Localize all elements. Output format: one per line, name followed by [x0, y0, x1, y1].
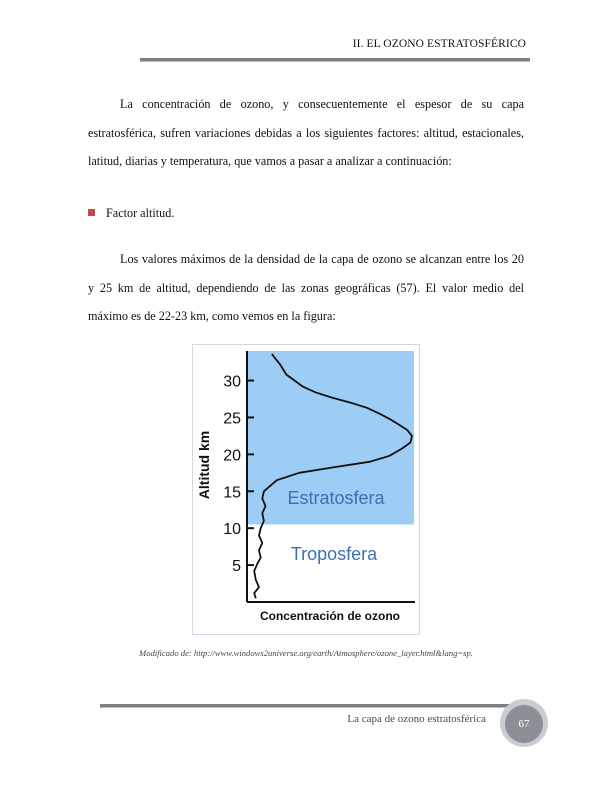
- footer-rule: [100, 704, 520, 708]
- paragraph-altitude-text: Los valores máximos de la densidad de la capa de ozono se alcanzan entre los 20 y 25 km de altitud, dependiendo de las zonas geográficas (57). El valor medio del máximo es de 22-23 km, como vemos en la figura:: [88, 252, 524, 324]
- ozone-chart: [193, 345, 419, 634]
- troposphere-label: Troposfera: [290, 544, 378, 564]
- x-axis-label: Concentración de ozono: [259, 609, 401, 623]
- bullet-item: [88, 203, 174, 223]
- y-tick-label: 30: [223, 373, 241, 391]
- ozone-figure: [192, 344, 420, 635]
- y-tick-label: 20: [223, 447, 241, 465]
- y-axis-label: Altitud km: [196, 430, 212, 500]
- y-tick-label: 5: [232, 558, 241, 576]
- y-tick-label: 10: [223, 521, 241, 539]
- figure-caption: Modificado de: http://www.windows2universe.org/earth/Atmosphere/ozone_layer.html&lang=sp.: [139, 648, 473, 658]
- square-bullet-icon: [88, 209, 95, 216]
- paragraph-intro: [88, 90, 524, 176]
- bullet-text: Factor altitud.: [106, 206, 175, 220]
- header-rule: [140, 58, 530, 62]
- paragraph-altitude: [88, 245, 524, 331]
- footer-title: La capa de ozono estratosférica: [347, 713, 486, 725]
- y-tick-label: 15: [223, 484, 241, 502]
- header-title: II. EL OZONO ESTRATOSFÉRICO: [352, 38, 526, 50]
- page-number-badge: 67: [505, 705, 543, 743]
- paragraph-intro-text: La concentración de ozono, y consecuentemente el espesor de su capa estratosférica, sufren variaciones debidas a los siguientes factores: altitud, estacionales, latitud, diarias y temperatura, que vamos a pasar a analizar a continuación:: [88, 97, 524, 169]
- stratosphere-label: Estratosfera: [287, 488, 385, 508]
- y-tick-label: 25: [223, 410, 241, 428]
